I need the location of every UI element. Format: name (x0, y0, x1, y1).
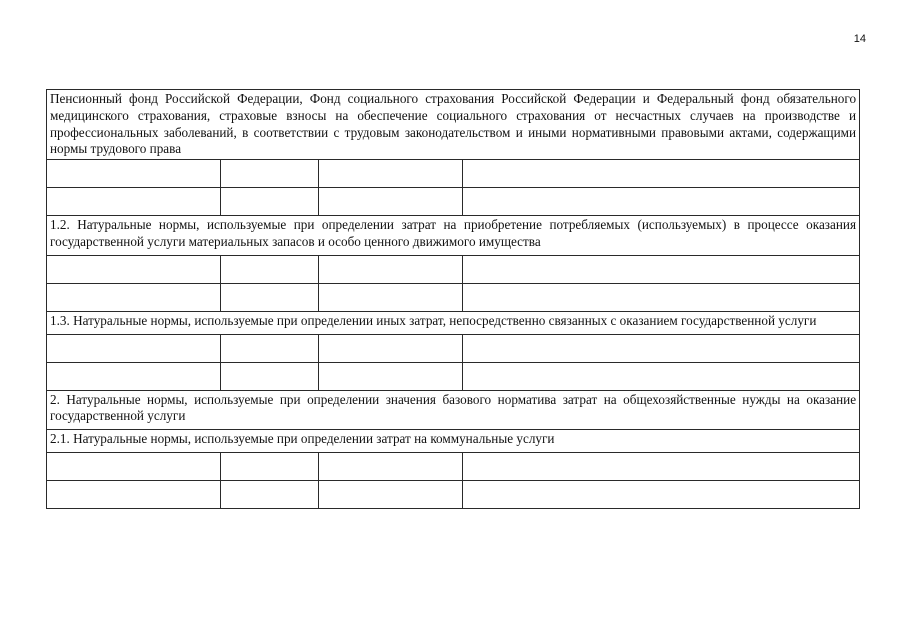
table-cell[interactable] (463, 480, 860, 508)
table-row (47, 362, 860, 390)
table-cell[interactable] (47, 255, 221, 283)
section-text-2: 2. Натуральные нормы, используемые при определении значения базового норматива затрат на общехозяйственные нужды на оказание государственной услуги (47, 390, 860, 430)
table-cell[interactable] (319, 452, 463, 480)
section-text-2-1: 2.1. Натуральные нормы, используемые при определении затрат на коммунальные услуги (47, 430, 860, 453)
section-row-1-3 (47, 311, 860, 334)
table-row (47, 452, 860, 480)
section-text-1-3: 1.3. Натуральные нормы, используемые при определении иных затрат, непосредственно связанных с оказанием государственной услуги (47, 311, 860, 334)
table-row (47, 334, 860, 362)
table-cell[interactable] (463, 160, 860, 188)
table-cell[interactable] (319, 255, 463, 283)
table-row (47, 255, 860, 283)
table-row (47, 283, 860, 311)
page-number: 14 (853, 33, 866, 45)
table-cell[interactable] (221, 452, 319, 480)
table-cell[interactable] (221, 160, 319, 188)
table-cell[interactable] (47, 452, 221, 480)
table-cell[interactable] (47, 480, 221, 508)
table-row (47, 480, 860, 508)
section-text-1-2: 1.2. Натуральные нормы, используемые при определении затрат на приобретение потребляемых (используемых) в процессе оказания государственной услуги материальных запасов и особо ценного движимого имущества (47, 216, 860, 256)
table-cell[interactable] (47, 362, 221, 390)
table-cell[interactable] (221, 362, 319, 390)
section-row-2 (47, 390, 860, 430)
table-cell[interactable] (47, 160, 221, 188)
section-row-intro (47, 90, 860, 160)
table-cell[interactable] (47, 334, 221, 362)
table-cell[interactable] (319, 160, 463, 188)
table-cell[interactable] (221, 480, 319, 508)
table-cell[interactable] (463, 452, 860, 480)
table-cell[interactable] (221, 188, 319, 216)
table-row (47, 188, 860, 216)
table-cell[interactable] (319, 362, 463, 390)
table-cell[interactable] (319, 334, 463, 362)
table-cell[interactable] (221, 283, 319, 311)
table-cell[interactable] (463, 334, 860, 362)
table-cell[interactable] (47, 188, 221, 216)
table-cell[interactable] (463, 255, 860, 283)
table-row (47, 160, 860, 188)
table-cell[interactable] (463, 188, 860, 216)
table-cell[interactable] (463, 283, 860, 311)
table-cell[interactable] (319, 283, 463, 311)
table-cell[interactable] (319, 480, 463, 508)
table-cell[interactable] (221, 255, 319, 283)
table-cell[interactable] (221, 334, 319, 362)
table-cell[interactable] (463, 362, 860, 390)
section-text-intro: Пенсионный фонд Российской Федерации, Фонд социального страхования Российской Федерации и Федеральный фонд обязательного медицинского страхования, страховые взносы на обеспечение социального страхования от несчастных случаев на производстве и профессиональных заболеваний, в соответствии с трудовым законодательством и иными нормативными правовыми актами, содержащими нормы трудового права (47, 90, 860, 160)
section-row-1-2 (47, 216, 860, 256)
section-row-2-1 (47, 430, 860, 453)
norms-table (46, 89, 860, 509)
table-cell[interactable] (47, 283, 221, 311)
table-cell[interactable] (319, 188, 463, 216)
